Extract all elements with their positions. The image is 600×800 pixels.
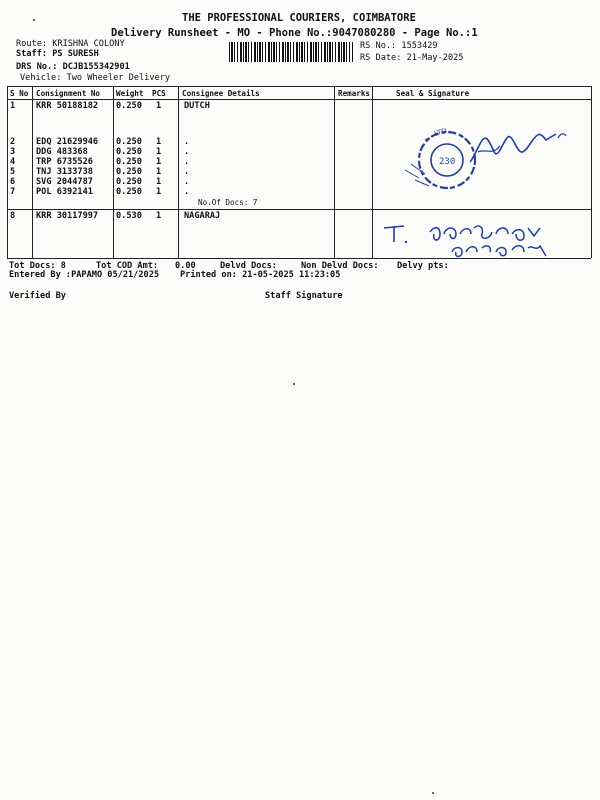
row-pcs: 1 <box>156 167 162 177</box>
delvd-docs: Delvd Docs: <box>220 261 277 271</box>
row-sno: 3 <box>10 147 16 157</box>
speck <box>432 792 434 794</box>
svg-text:LTD: LTD <box>433 126 448 138</box>
svg-text:230: 230 <box>439 157 456 167</box>
row-consignment-no: DDG 483368 <box>36 147 88 157</box>
row-consignee: NAGARAJ <box>184 211 221 221</box>
row-consignment-no: POL 6392141 <box>36 187 93 197</box>
entered-by: Entered By :PAPAMO 05/21/2025 <box>9 270 160 280</box>
row-weight: 0.250 <box>116 177 142 187</box>
vehicle-text: Vehicle: Two Wheeler Delivery <box>20 73 171 83</box>
row-consignee: DUTCH <box>184 101 210 111</box>
printed-on: Printed on: 21-05-2025 11:23:05 <box>180 270 341 280</box>
col-weight: Weight <box>116 89 144 98</box>
row-weight: 0.530 <box>116 211 142 221</box>
col-pcs: PCS <box>152 89 166 98</box>
col-consignee: Consignee Details <box>182 89 260 98</box>
row-weight: 0.250 <box>116 187 142 197</box>
row-weight: 0.250 <box>116 167 142 177</box>
delvy-pts: Delvy pts: <box>397 261 449 271</box>
runsheet-subtitle: Delivery Runsheet - MO - Phone No.:9047080280 - Page No.:1 <box>111 27 478 39</box>
row-weight: 0.250 <box>116 147 142 157</box>
row-weight: 0.250 <box>116 157 142 167</box>
rs-date: RS Date: 21-May-2025 <box>360 53 464 63</box>
staff-signature-label: Staff Signature <box>265 291 343 301</box>
tot-docs: Tot Docs: 8 <box>9 261 66 271</box>
row-pcs: 1 <box>156 211 162 221</box>
row-weight: 0.250 <box>116 101 142 111</box>
row-sno: 4 <box>10 157 16 167</box>
row-sno: 2 <box>10 137 16 147</box>
row-consignee: . <box>184 177 190 187</box>
col-remarks: Remarks <box>338 89 371 98</box>
route-text: Route: KRISHNA COLONY <box>16 39 125 49</box>
drs-number: DRS No.: DCJB155342901 <box>16 62 130 72</box>
row-consignee: . <box>184 147 190 157</box>
row-sno: 8 <box>10 211 16 221</box>
signature-scribble <box>460 122 570 172</box>
verified-by: Verified By <box>9 291 66 301</box>
col-consignment: Consignment No <box>36 89 101 98</box>
non-delvd-docs: Non Delvd Docs: <box>301 261 379 271</box>
row-consignee: . <box>184 187 190 197</box>
barcode <box>229 42 353 62</box>
row-pcs: 1 <box>156 101 162 111</box>
row-sno: 7 <box>10 187 16 197</box>
col-sno: S No <box>10 89 29 98</box>
row-consignee: . <box>184 137 190 147</box>
speck <box>293 383 295 385</box>
row-sno: 6 <box>10 177 16 187</box>
company-title: THE PROFESSIONAL COURIERS, COIMBATORE <box>182 12 416 24</box>
tot-cod-label: Tot COD Amt: <box>96 261 159 271</box>
row-weight: 0.250 <box>116 137 142 147</box>
row-sno: 1 <box>10 101 16 111</box>
row-consignment-no: KRR 50188182 <box>36 101 99 111</box>
row-pcs: 1 <box>156 157 162 167</box>
no-of-docs: No.Of Docs: 7 <box>198 198 258 207</box>
row-consignee: . <box>184 167 190 177</box>
speck <box>33 19 35 21</box>
row-consignment-no: TRP 6735526 <box>36 157 93 167</box>
row-pcs: 1 <box>156 147 162 157</box>
rs-number: RS No.: 1553429 <box>360 41 438 51</box>
row-pcs: 1 <box>156 177 162 187</box>
row8-handwritten-signature <box>378 214 578 264</box>
staff-text: Staff: PS SURESH <box>16 49 99 59</box>
row-sno: 5 <box>10 167 16 177</box>
row-consignee: . <box>184 157 190 167</box>
row-consignment-no: EDQ 21629946 <box>36 137 99 147</box>
row-consignment-no: SVG 2044787 <box>36 177 93 187</box>
row-consignment-no: KRR 30117997 <box>36 211 99 221</box>
row-pcs: 1 <box>156 137 162 147</box>
row-pcs: 1 <box>156 187 162 197</box>
row-consignment-no: TNJ 3133738 <box>36 167 93 177</box>
tot-cod-value: 0.00 <box>175 261 196 271</box>
col-seal-signature: Seal & Signature <box>396 89 470 98</box>
